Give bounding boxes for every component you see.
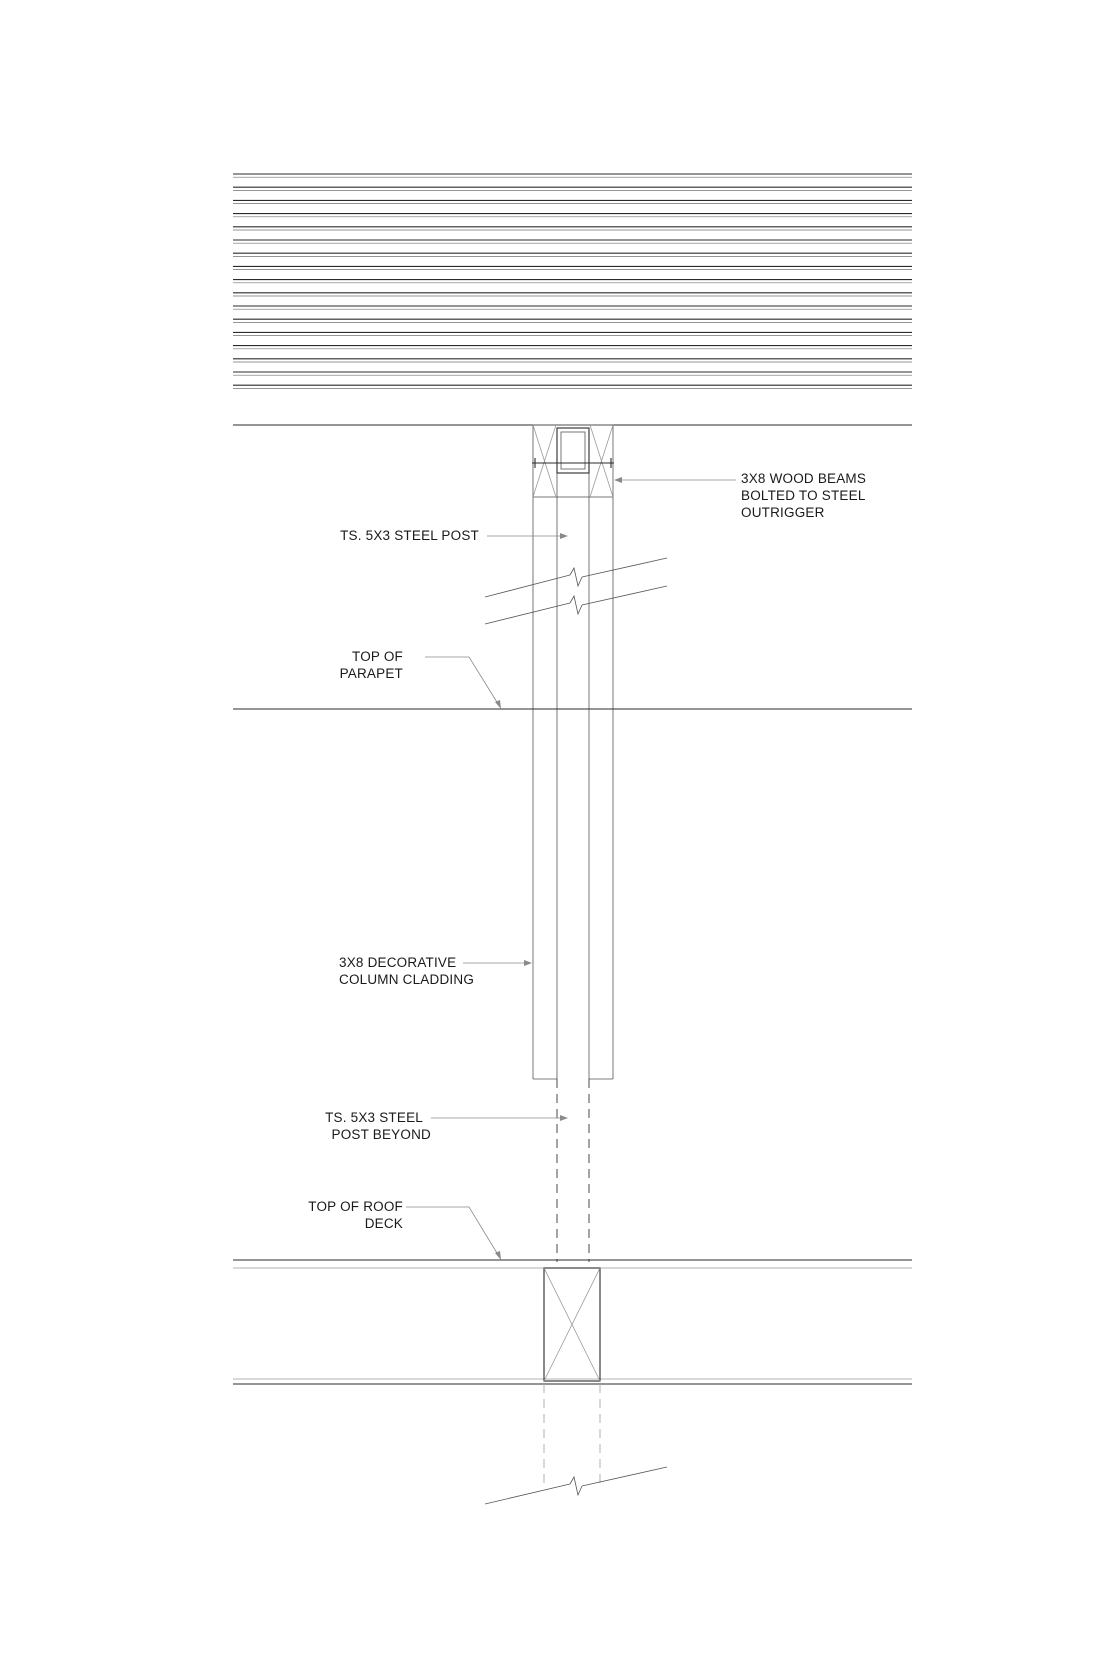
label-line: COLUMN CLADDING bbox=[339, 972, 475, 987]
beam-connection bbox=[532, 425, 614, 497]
label-line: TOP OF ROOF bbox=[308, 1199, 403, 1214]
label-top-of-roof-deck bbox=[308, 1199, 403, 1231]
label-line: PARAPET bbox=[339, 666, 403, 681]
label-line: 3X8 DECORATIVE bbox=[339, 955, 457, 970]
label-line: DECK bbox=[364, 1216, 403, 1231]
steel-post bbox=[557, 473, 589, 1079]
label-line: OUTRIGGER bbox=[741, 505, 825, 520]
deck-blocking bbox=[544, 1268, 600, 1381]
label-line: BOLTED TO STEEL bbox=[741, 488, 866, 503]
label-line: 3X8 WOOD BEAMS bbox=[741, 471, 867, 486]
steel-post-beyond bbox=[557, 1079, 589, 1262]
label-column-cladding bbox=[339, 955, 474, 987]
label-steel-post-beyond bbox=[325, 1110, 431, 1142]
label-line: TOP OF bbox=[352, 649, 403, 664]
break-line-lower bbox=[485, 1467, 667, 1504]
label-wood-beams bbox=[741, 471, 866, 520]
roof-decking-boards bbox=[233, 174, 912, 388]
post-below-deck bbox=[544, 1384, 600, 1488]
label-line: POST BEYOND bbox=[331, 1127, 431, 1142]
leader-lines bbox=[406, 477, 736, 1260]
roof-deck-band bbox=[233, 1260, 912, 1384]
column-cladding bbox=[533, 497, 613, 1079]
label-top-of-parapet bbox=[340, 649, 403, 681]
break-line-upper bbox=[485, 558, 667, 624]
label-line: TS. 5X3 STEEL POST bbox=[340, 528, 479, 543]
label-steel-post bbox=[340, 528, 479, 543]
label-line: TS. 5X3 STEEL bbox=[325, 1110, 423, 1125]
